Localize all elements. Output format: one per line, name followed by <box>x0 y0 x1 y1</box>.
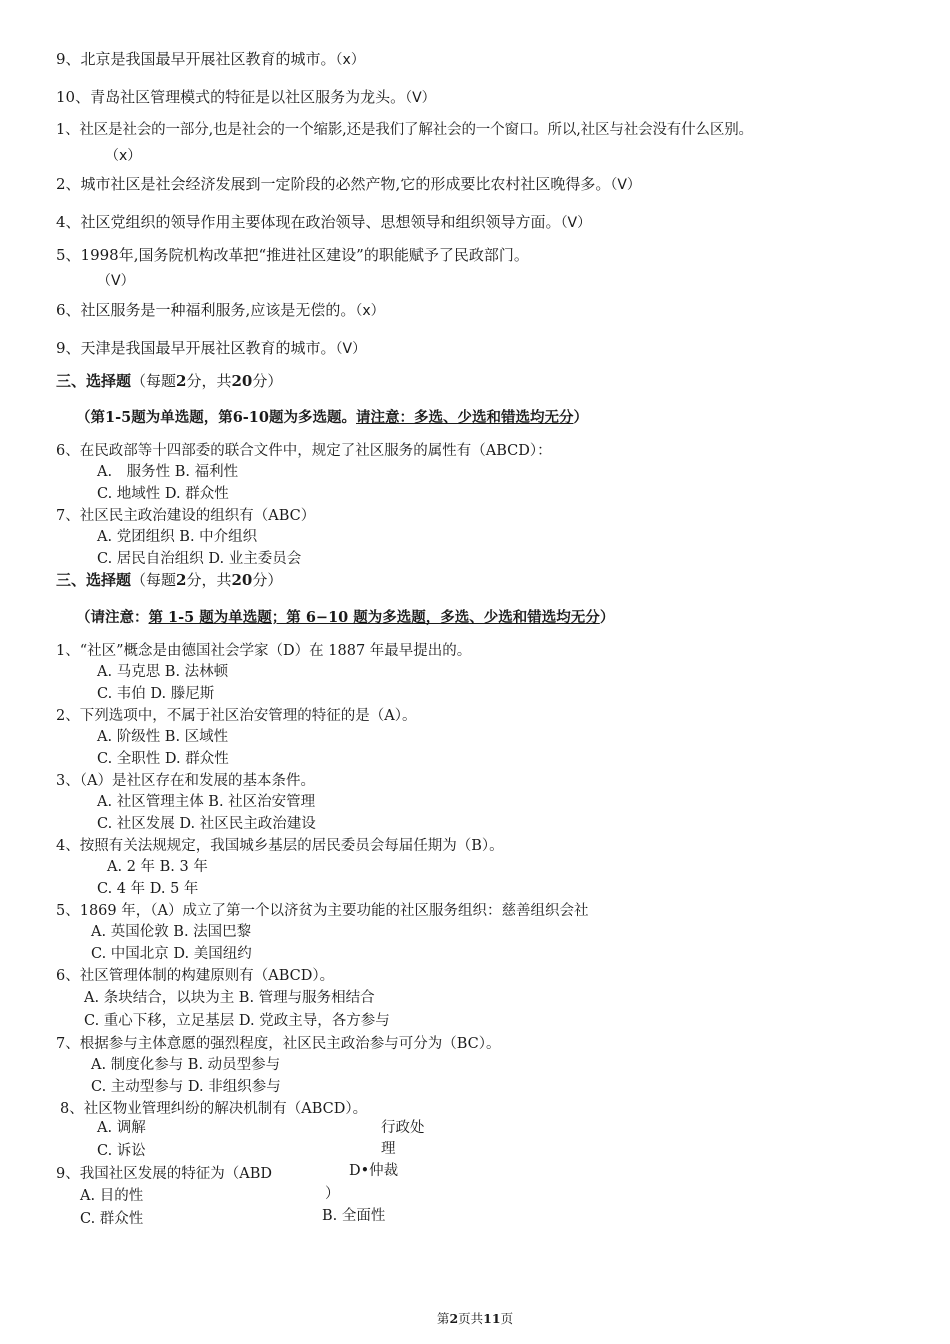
tf-item-5: 4、社区党组织的领导作用主要体现在政治领导、思想领导和组织领导方面。（V） <box>56 213 592 231</box>
section2-q7-options-ab: A. 制度化参与 B. 动员型参与 <box>91 1057 281 1073</box>
section2-q3-options-ab: A. 社区管理主体 B. 社区治安管理 <box>97 794 316 810</box>
section1-q6-options-ab: A. 服务性 B. 福利性 <box>97 464 239 480</box>
section2-q3-options-cd: C. 社区发展 D. 社区民主政治建设 <box>97 816 316 832</box>
section1-note: （第1-5题为单选题，第6-10题为多选题。请注意：多选、少选和错选均无分） <box>76 409 588 426</box>
tf-item-3: 1、社区是社会的一部分,也是社会的一个缩影,还是我们了解社会的一个窗口。所以,社区与社会没有什么区别。 <box>56 122 753 138</box>
section2-q8-option-b-part2: 理 <box>381 1141 396 1157</box>
section2-q8-option-d: D•仲裁 <box>349 1163 399 1179</box>
section1-q7-options-cd: C. 居民自治组织 D. 业主委员会 <box>97 551 302 567</box>
section2-q4-options-cd: C. 4 年 D. 5 年 <box>97 881 199 897</box>
section2-q8-option-b-part1: 行政处 <box>381 1120 425 1136</box>
tf-item-6: 5、1998年,国务院机构改革把“推进社区建设”的职能赋予了民政部门。 <box>56 246 529 264</box>
section2-q5-options-ab: A. 英国伦敦 B. 法国巴黎 <box>91 924 252 940</box>
section2-q3: 3、（A）是社区存在和发展的基本条件。 <box>56 773 315 789</box>
section2-q9: 9、我国社区发展的特征为（ABD <box>56 1166 272 1182</box>
section2-heading: 三、选择题（每题2分，共20分） <box>56 571 283 589</box>
section1-q7: 7、社区民主政治建设的组织有（ABC） <box>56 508 316 524</box>
section1-heading: 三、选择题（每题2分，共20分） <box>56 372 283 390</box>
section2-q2-options-ab: A. 阶级性 B. 区域性 <box>97 729 229 745</box>
section2-q6: 6、社区管理体制的构建原则有（ABCD）。 <box>56 968 335 984</box>
tf-item-1: 9、北京是我国最早开展社区教育的城市。（x） <box>56 50 365 68</box>
tf-item-8: 9、天津是我国最早开展社区教育的城市。（V） <box>56 339 367 357</box>
section2-q8: 8、社区物业管理纠纷的解决机制有（ABCD）。 <box>60 1101 368 1117</box>
tf-item-4: 2、城市社区是社会经济发展到一定阶段的必然产物,它的形成要比农村社区晚得多。（V） <box>56 175 641 193</box>
section2-q6-options-ab: A. 条块结合，以块为主 B. 管理与服务相结合 <box>84 990 375 1006</box>
section2-q7-options-cd: C. 主动型参与 D. 非组织参与 <box>91 1079 281 1095</box>
section1-q7-options-ab: A. 党团组织 B. 中介组织 <box>97 529 258 545</box>
section2-q5-options-cd: C. 中国北京 D. 美国纽约 <box>91 946 252 962</box>
tf-item-3-answer: （x） <box>105 148 142 164</box>
section2-q4: 4、按照有关法规规定，我国城乡基层的居民委员会每届任期为（B）。 <box>56 838 504 854</box>
section2-q7: 7、根据参与主体意愿的强烈程度，社区民主政治参与可分为（BC）。 <box>56 1036 501 1052</box>
tf-item-6-answer: （V） <box>97 273 135 289</box>
section2-q8-option-c: C. 诉讼 <box>97 1143 146 1159</box>
section2-q2: 2、下列选项中，不属于社区治安管理的特征的是（A）。 <box>56 708 417 724</box>
section2-q8-option-a: A. 调解 <box>97 1120 146 1136</box>
section2-q5: 5、1869 年，（A）成立了第一个以济贫为主要功能的社区服务组织：慈善组织会社 <box>56 903 589 919</box>
tf-item-7: 6、社区服务是一种福利服务,应该是无偿的。（x） <box>56 301 385 319</box>
section2-q9-close-paren: ） <box>325 1186 340 1202</box>
section2-q6-options-cd: C. 重心下移，立足基层 D. 党政主导，各方参与 <box>84 1013 390 1029</box>
section2-q1-options-ab: A. 马克思 B. 法林顿 <box>97 664 229 680</box>
page-footer: 第2页共11页 <box>436 1311 514 1326</box>
section2-q9-option-b: B. 全面性 <box>322 1208 386 1224</box>
section2-q2-options-cd: C. 全职性 D. 群众性 <box>97 751 229 767</box>
section2-q1-options-cd: C. 韦伯 D. 滕尼斯 <box>97 686 215 702</box>
section2-q9-option-c: C. 群众性 <box>80 1211 144 1227</box>
section1-q6-options-cd: C. 地域性 D. 群众性 <box>97 486 229 502</box>
section2-q9-option-a: A. 目的性 <box>80 1188 144 1204</box>
section2-q4-options-ab: A. 2 年 B. 3 年 <box>107 859 208 875</box>
section1-q6: 6、在民政部等十四部委的联合文件中，规定了社区服务的属性有（ABCD）： <box>56 443 552 459</box>
section2-note: （请注意：第 1-5 题为单选题；第 6−10 题为多选题，多选、少选和错选均无分） <box>76 609 615 626</box>
section2-q1: 1、“社区”概念是由德国社会学家（D）在 1887 年最早提出的。 <box>56 643 472 659</box>
tf-item-2: 10、青岛社区管理模式的特征是以社区服务为龙头。（V） <box>56 88 436 106</box>
